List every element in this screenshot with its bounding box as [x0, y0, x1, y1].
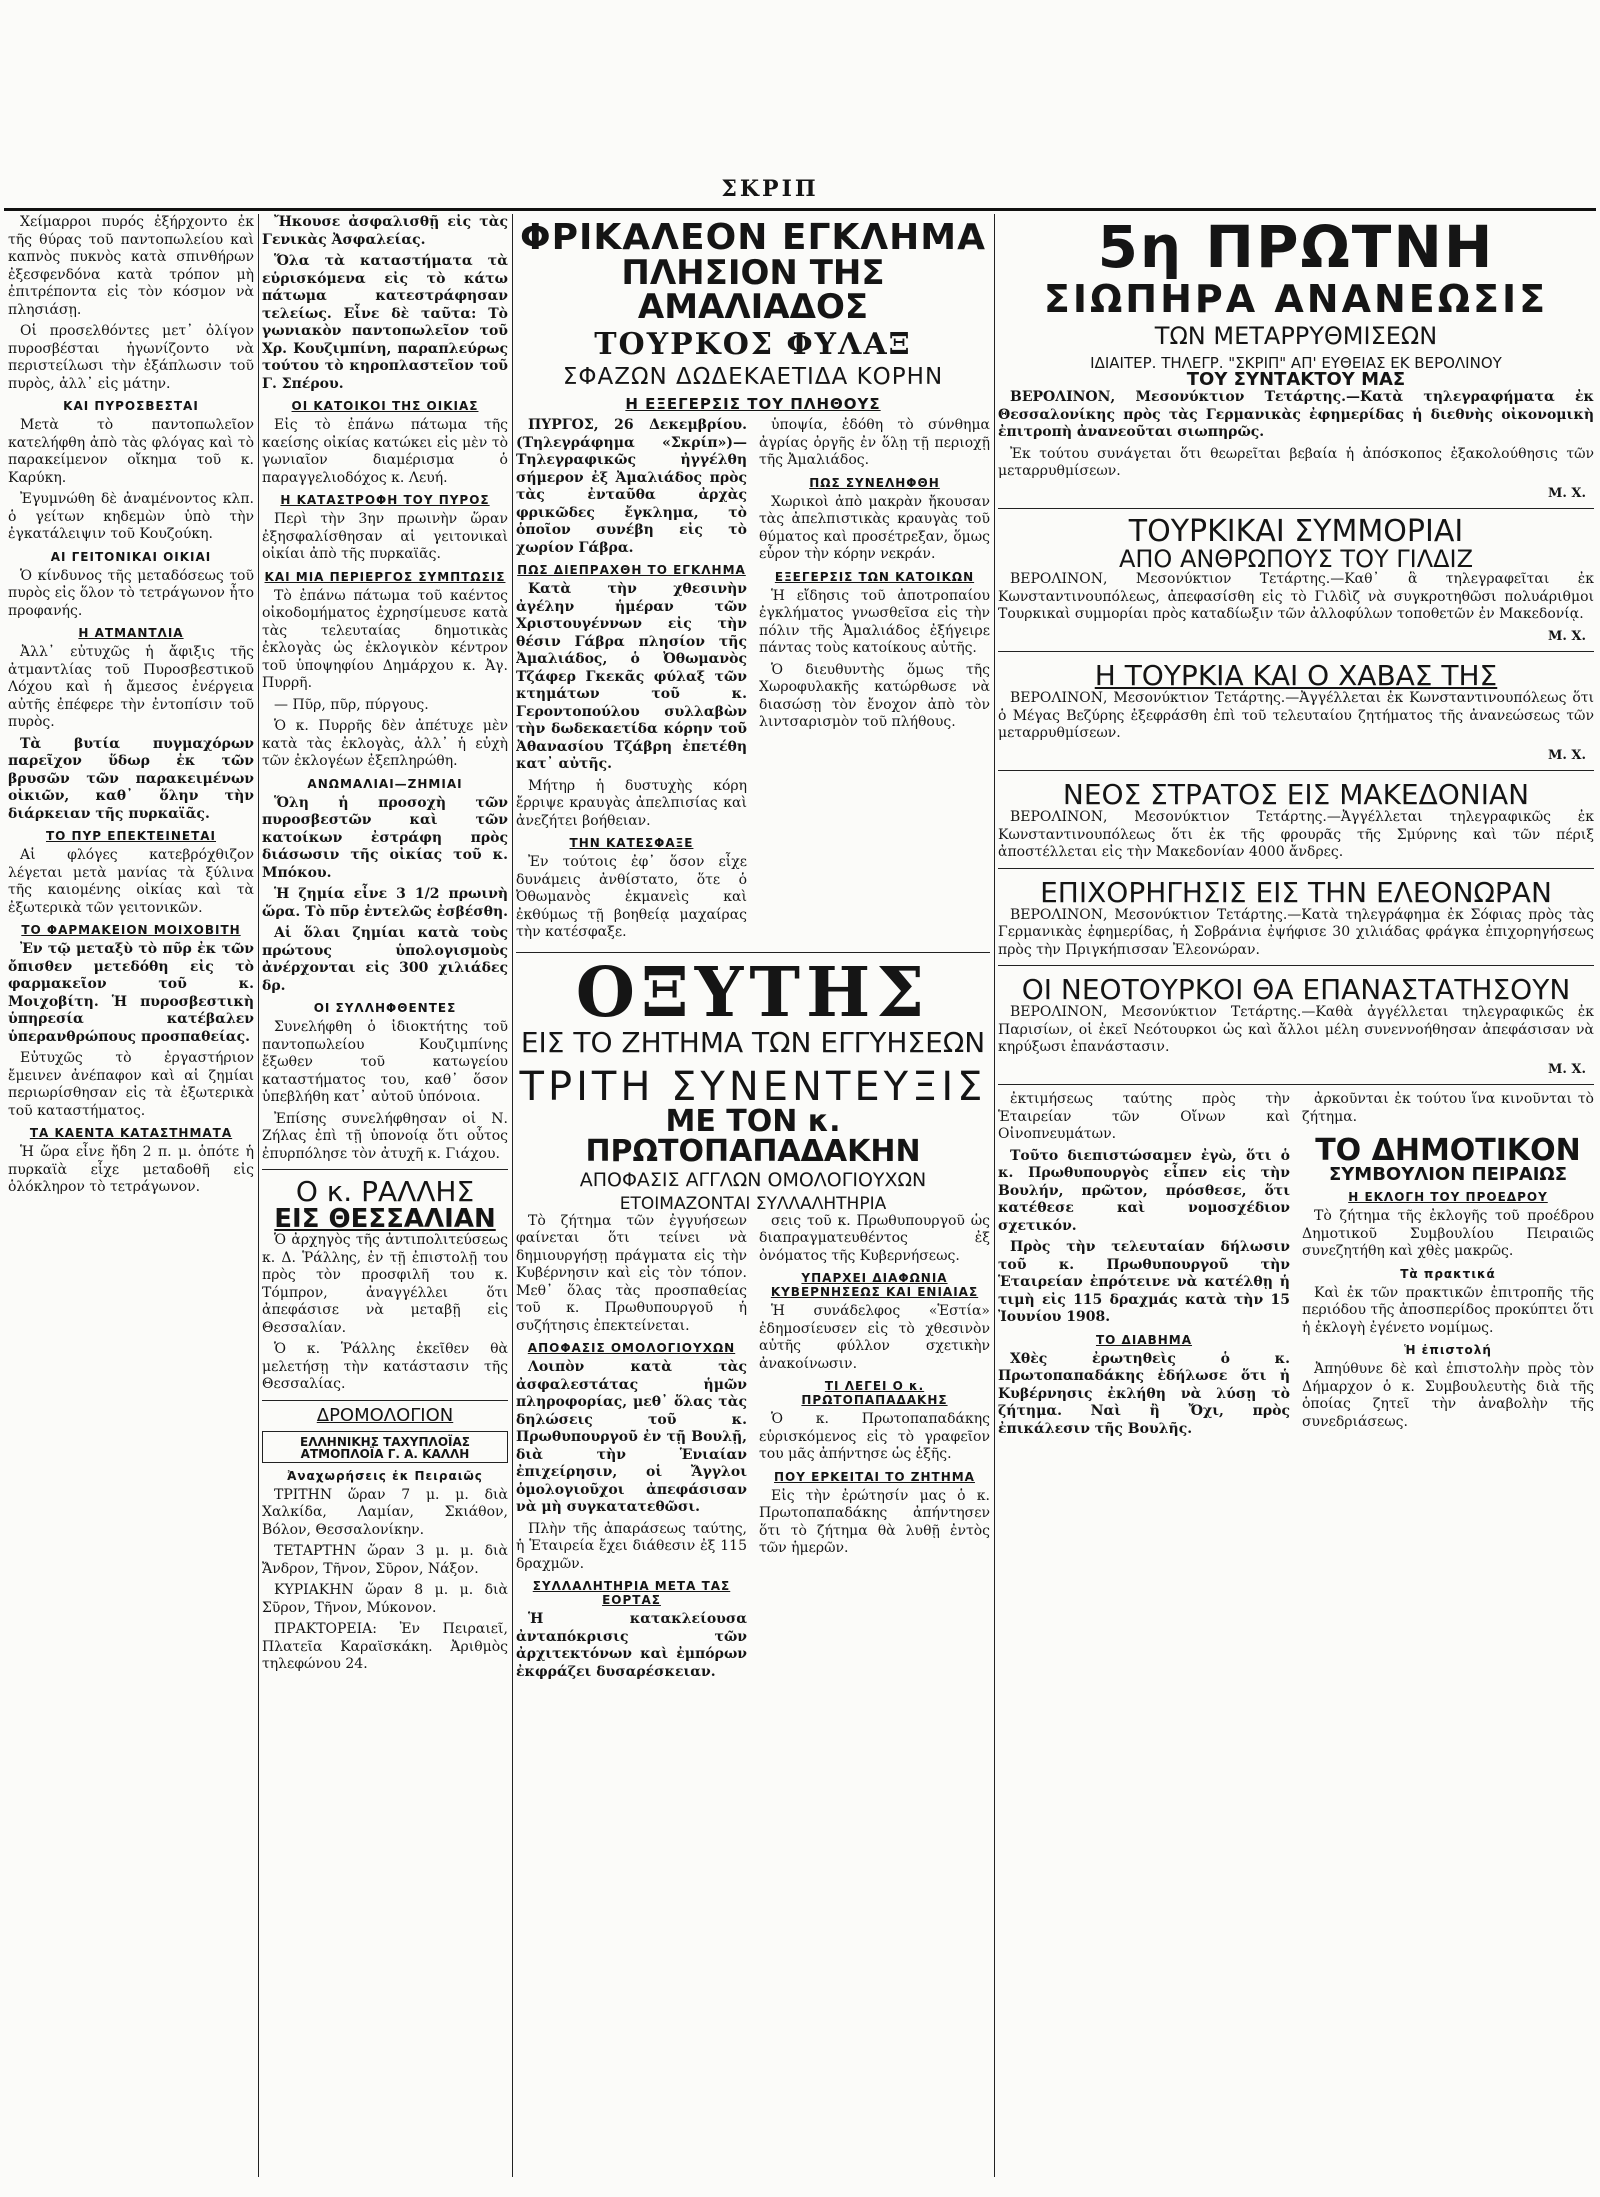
column-1	[8, 214, 254, 2177]
article-paragraph: Ὁ κ. Πυρρῆς δὲν ἀπέτυχε μὲν κατὰ τὰς ἐκλογὰς, ἀλλ᾽ ἡ εὐχὴ τῶν ἐκλογέων ἐξεπληρώθη.	[262, 718, 508, 769]
masthead-title: ΣΚΡΙΠ	[721, 176, 819, 202]
article-paragraph: Ἐν τούτοις ἐφ᾽ ὅσον εἶχε δυνάμεις ἀνθίστατο, ὅτε ὁ Ὀθωμανὸς ἐκμανεὶς καὶ ἐκθύμως τῇ βοηθείᾳ μαχαίρας τὴν κατέσφαξε.	[516, 854, 747, 940]
headline: ΦΡΙΚΑΛΕΟΝ ΕΓΚΛΗΜΑ	[520, 217, 986, 258]
headline: ΤΟΥΡΚΙΚΑΙ ΣΥΜΜΟΡΙΑΙ	[1128, 514, 1464, 549]
headline: ΤΟ ΔΗΜΟΤΙΚΟΝ	[1315, 1133, 1581, 1168]
subheading: ΥΠΑΡΧΕΙ ΔΙΑΦΩΝΙΑ ΚΥΒΕΡΝΗΣΕΩΣ ΚΑΙ ΕΝΙΑΙΑΣ	[770, 1271, 979, 1299]
article-paragraph: Ὁ ἀρχηγὸς τῆς ἀντιπολιτεύσεως κ. Δ. Ῥάλλης, ἐν τῇ ἐπιστολῇ του πρὸς τὸν προσφιλῆ του κ. Τόμπρον, ἀναγγέλλει ὅτι ἀπεφάσισε νὰ μεταβῇ εἰς Θεσσαλίαν.	[262, 1232, 508, 1336]
article-paragraph: Οἱ προσελθόντες μετ᾽ ὀλίγον πυροσβέσται ἠγωνίζοντο νὰ περιστείλωσι τὴν ἐξάπλωσιν τοῦ πυρὸς, ἀλλ᾽ εἰς μάτην.	[8, 323, 254, 392]
article-subcolumn	[998, 1091, 1290, 1442]
headline: ΣΙΩΠΗΡΑ ΑΝΑΝΕΩΣΙΣ	[1043, 277, 1549, 321]
article-paragraph: Τὸ ἐπάνω πάτωμα τοῦ καέντος οἰκοδομήματος ἐχρησίμευσε κατὰ τὰς τελευταίας δημοτικὰς ἐκλογὰς ὡς ἐκλογικὸν κέντρον τοῦ ὑποψηφίου Δημάρχου κ. Ἀγ. Πυρρῆ.	[262, 587, 508, 691]
article-paragraph: Εὐτυχῶς τὸ ἐργαστήριον ἔμεινεν ἀνέπαφον καὶ αἱ ζημίαι περιωρίσθησαν εἰς τὰ ἐξωτερικὰ τοῦ καταστήματος.	[8, 1050, 254, 1119]
headline: ΣΥΜΒΟΥΛΙΟΝ ΠΕΙΡΑΙΩΣ	[1328, 1164, 1568, 1185]
article-paragraph: Μετὰ τὸ παντοπωλεῖον κατελήφθη ἀπὸ τὰς φλόγας καὶ τὸ παρακείμενον οἴκημα τοῦ κ. Καρύκη.	[8, 417, 254, 486]
article-paragraph: Χείμαρροι πυρός ἐξήρχοντο ἐκ τῆς θύρας τοῦ παντοπωλείου καὶ καπνὸς πυκνὸς κατὰ σπινθήρων ἐξεσφενδόνα κατὰ τρόπον μὴ ἐπιτρέποντα εἰς τὸν κόσμον νὰ πλησιάσῃ.	[8, 214, 254, 318]
article-paragraph: ὑποψία, ἐδόθη τὸ σύνθημα ἀγρίας ὀργῆς ἐν ὅλῃ τῇ περιοχῇ τῆς Ἀμαλιάδος.	[759, 417, 990, 468]
divider	[262, 1169, 508, 1170]
column-divider	[994, 214, 995, 2177]
schedule-entry: ΤΡΙΤΗΝ ὥραν 7 μ. μ. διὰ Χαλκίδα, Λαμίαν, Σκιάθον, Βόλον, Θεσσαλονίκην.	[262, 1486, 508, 1538]
article-paragraph: Εἰς τὸ ἐπάνω πάτωμα τῆς καείσης οἰκίας κατώκει εἰς μὲν τὸ γωνιαῖον διαμέρισμα ὁ παραγγελιοδόχος κ. Λευή.	[262, 417, 508, 486]
headline: ΕΙΣ ΤΟ ΖΗΤΗΜΑ ΤΩΝ ΕΓΓΥΗΣΕΩΝ	[520, 1025, 986, 1059]
article-paragraph: ΒΕΡΟΛΙΝΟΝ, Μεσονύκτιον Τετάρτης.—Κατὰ τηλεγράφημα ἐκ Σόφιας πρὸς τὰς Γερμανικὰς ἐφημερίδας, ἡ Σοβράνια ἐψήφισε 30 χιλιάδας φράγκα ἐπιχορηγήσεως πρὸς τὴν Πριγκήπισσαν Ἐλεονώραν.	[998, 906, 1594, 958]
headline: ΤΟΥ ΣΥΝΤΑΚΤΟΥ ΜΑΣ	[1186, 369, 1406, 390]
schedule-entry: ΠΡΑΚΤΟΡΕΙΑ: Ἐν Πειραιεῖ, Πλατεῖα Καραϊσκάκη. Ἀριθμὸς τηλεφώνου 24.	[262, 1621, 508, 1672]
headline: ΜΕ ΤΟΝ κ. ΠΡΩΤΟΠΑΠΑΔΑΚΗΝ	[585, 1103, 921, 1169]
headline: 5η ΠΡΩΤΝΗ	[1097, 214, 1495, 281]
divider	[998, 651, 1594, 652]
subheading: Η ΕΞΕΓΕΡΣΙΣ ΤΟΥ ΠΛΗΘΟΥΣ	[625, 395, 881, 413]
column-divider	[512, 214, 513, 2177]
article-paragraph: Ἀλλ᾽ εὐτυχῶς ἡ ἄφιξις τῆς ἀτμαντλίας τοῦ Πυροσβεστικοῦ Λόχου καὶ ἡ ἄμεσος ἐνέργεια αὐτῆς ἐπέφερε τὴν ἐντοπίσιν τοῦ πυρὸς.	[8, 644, 254, 730]
article-paragraph: Χωρικοὶ ἀπὸ μακρὰν ἤκουσαν τὰς ἀπελπιστικὰς κραυγὰς τοῦ θύματος καὶ προσέτρεξαν, ὅμως εὗρον τὴν κόρην νεκράν.	[759, 493, 990, 562]
article-paragraph: Ἡ ζημία εἶνε 3 1/2 πρωινὴ ὥρα. Τὸ πῦρ ἐντελῶς ἐσβέσθη.	[262, 886, 508, 920]
subheading: ΕΞΕΓΕΡΣΙΣ ΤΩΝ ΚΑΤΟΙΚΩΝ	[774, 569, 975, 584]
subheading: Τὰ πρακτικά	[1400, 1266, 1496, 1281]
article-columns	[998, 1091, 1594, 1442]
article-paragraph: Τοῦτο διεπιστώσαμεν ἐγὼ, ὅτι ὁ κ. Πρωθυπουργὸς εἶπεν εἰς τὴν Βουλήν, πρῶτον, πρόσθεσε, ὅτι κατέθεσε καὶ νομοσχέδιον σχετικόν.	[998, 1147, 1290, 1234]
article-columns	[516, 1213, 990, 1686]
headline: ΠΛΗΣΙΟΝ ΤΗΣ ΑΜΑΛΙΑΔΟΣ	[621, 253, 885, 327]
article-paragraph: Συνελήφθη ὁ ἰδιοκτήτης τοῦ παντοπωλείου Κουζιμπίνης ἔξωθεν τοῦ κατωγείου καταστήματος του, καθ᾽ ὅσον ὑπεβλήθη κατ᾽ αὐτοῦ ὑπόνοια.	[262, 1019, 508, 1105]
article-paragraph: Κατὰ τὴν χθεσινὴν ἀγέλην ἡμέραν τῶν Χριστουγέννων εἰς τὴν θέσιν Γάβρα πλησίον τῆς Ἀμαλιάδος, ὁ Ὀθωμανὸς Τζάφερ Γκεκᾶς φύλαξ τῶν κτημάτων τοῦ κ. Γεροντοπούλου συλλαβὼν τὴν δωδεκαετίδα κόρην τοῦ Ἀθανασίου Τζάβρη ἐπετέθη κατ᾽ αὐτῆς.	[516, 581, 747, 772]
article-subcolumn	[759, 417, 990, 946]
subheading: ΚΑΙ ΠΥΡΟΣΒΕΣΤΑΙ	[63, 399, 199, 413]
divider	[998, 508, 1594, 509]
headline: ΑΠΟ ΑΝΘΡΩΠΟΥΣ ΤΟΥ ΓΙΛΔΙΖ	[1118, 545, 1474, 573]
subheading: ΟΙ ΚΑΤΟΙΚΟΙ ΤΗΣ ΟΙΚΙΑΣ	[291, 399, 479, 413]
article-paragraph: Ἐπίσης συνελήφθησαν οἱ Ν. Ζήλας ἐπὶ τῇ ὑπονοίᾳ ὅτι οὗτος ἐπυρπόλησε τὸν ἀτυχῆ κ. Γιάχου.	[262, 1110, 508, 1162]
divider	[998, 1084, 1594, 1085]
article-paragraph: ἀρκοῦνται ἐκ τούτου ἵνα κινοῦνται τὸ ζήτημα.	[1302, 1091, 1594, 1125]
column-4	[998, 214, 1594, 2177]
headline: ΕΠΙΧΟΡΗΓΗΣΙΣ ΕΙΣ ΤΗΝ ΕΛΕΟΝΩΡΑΝ	[1040, 875, 1552, 909]
column-divider	[258, 214, 259, 2177]
signature: Μ. Χ.	[1547, 747, 1586, 763]
article-paragraph: Ἡ κατακλείουσα ἀνταπόκρισις τῶν ἀρχιτεκτόνων καὶ ἐμπόρων ἐκφράζει δυσαρέσκειαν.	[516, 1611, 747, 1680]
header-rule	[4, 208, 1596, 211]
article-paragraph: Ἡ εἴδησις τοῦ ἀποτροπαίου ἐγκλήματος γνωσθεῖσα εἰς τὴν πόλιν τῆς Ἀμαλιάδος ἐξήγειρε πάντας τοὺς κατοίκους αὐτῆς.	[759, 587, 990, 656]
headline: ΝΕΟΣ ΣΤΡΑΤΟΣ ΕΙΣ ΜΑΚΕΔΟΝΙΑΝ	[1062, 778, 1530, 811]
subheading: ΤΟ ΔΙΑΒΗΜΑ	[1095, 1332, 1193, 1347]
article-paragraph: Λοιπὸν κατὰ τὰς ἀσφαλεστάτας ἡμῶν πληροφορίας, μεθ᾽ ὅλας τὰς δηλώσεις τοῦ κ. Πρωθυπουργοῦ ἐν τῇ Βουλῇ, διὰ τὴν Ἑνιαίαν ἐπιχείρησιν, οἱ Ἄγγλοι ὁμολογιοῦχοι ἀπεφάσισαν νὰ μὴ συγκατατεθῶσι.	[516, 1359, 747, 1515]
article-paragraph: Τὸ ζήτημα τῶν ἐγγυήσεων φαίνεται ὅτι τείνει νὰ δημιουργήσῃ πράγματα εἰς τὴν Κυβέρνησιν καὶ εἰς τὸν τόπον. Μεθ᾽ ὅλας τὰς προσπαθείας τοῦ κ. Πρωθυπουργοῦ ἡ συζήτησις ἐπεκτείνεται.	[516, 1212, 747, 1334]
headline: ΤΩΝ ΜΕΤΑΡΡΥΘΜΙΣΕΩΝ	[1154, 322, 1438, 350]
article-paragraph: Ὅλα τὰ καταστήματα τὰ εὑρισκόμενα εἰς τὸ κάτω πάτωμα κατεστράφησαν τελείως. Εἶνε δὲ ταῦτα: Τὸ γωνιακὸν παντοπωλεῖον τοῦ Χρ. Κουζιμπίνη, παραπλεύρως τούτου τὸ κηροπλαστεῖον τοῦ Γ. Σπέρου.	[262, 253, 508, 392]
article-paragraph: Ὅλη ἡ προσοχὴ τῶν πυροσβεστῶν καὶ τῶν κατοίκων ἐστράφη πρὸς διάσωσιν τῆς οἰκίας τοῦ κ. Μπόκου.	[262, 794, 508, 881]
column-2	[262, 214, 508, 2177]
subheading: ΤΙ ΛΕΓΕΙ Ο κ. ΠΡΩΤΟΠΑΠΑΔΑΚΗΣ	[801, 1379, 948, 1407]
subheading: ΤΑ ΚΑΕΝΤΑ ΚΑΤΑΣΤΗΜΑΤΑ	[29, 1126, 233, 1140]
article-paragraph: ΠΥΡΓΟΣ, 26 Δεκεμβρίου. (Τηλεγράφημα «Σκρίπ»)—Τηλεγραφικῶς ἠγγέλθη σήμερον ἐξ Ἀμαλιάδος πρὸς τὰς ἐνταῦθα ἀρχὰς φρικῶδες ἔγκλημα, τὸ ὁποῖον συνέβη εἰς τὸ χωρίον Γάβρα.	[516, 417, 747, 556]
article-paragraph: ἐκτιμήσεως ταύτης πρὸς τὴν Ἑταιρείαν τῶν Οἴνων καὶ Οἰνοπνευμάτων.	[998, 1091, 1290, 1142]
headline: ΙΔΙΑΙΤΕΡ. ΤΗΛΕΓΡ. "ΣΚΡΙΠ" ΑΠ' ΕΥΘΕΙΑΣ ΕΚ ΒΕΡΟΛΙΝΟΥ	[1090, 354, 1502, 372]
subheading: ΤΗΝ ΚΑΤΕΣΦΑΞΕ	[569, 836, 694, 850]
article-paragraph: σεις τοῦ κ. Πρωθυπουργοῦ ὡς διαπραγματευθέντος ἐξ ὀνόματος τῆς Κυβερνήσεως.	[759, 1212, 990, 1264]
article-paragraph: Ὁ κίνδυνος τῆς μεταδόσεως τοῦ πυρὸς εἰς ὅλον τὸ τετράγωνον ἦτο προφανής.	[8, 567, 254, 619]
schedule-title: ΔΡΟΜΟΛΟΓΙΟΝ	[316, 1404, 454, 1426]
article-paragraph: ΒΕΡΟΛΙΝΟΝ, Μεσονύκτιον Τετάρτης.—Ἀγγέλλεται ἐκ Κωνσταντινουπόλεως ὅτι ὁ Μέγας Βεζύρης ἐξεφράσθη ἐπὶ τοῦ τελευταίου ζητήματος τῆς ἀνανεώσεως τῶν μεταρρυθμίσεων.	[998, 690, 1594, 741]
article-paragraph: Ἀπηύθυνε δὲ καὶ ἐπιστολὴν πρὸς τὸν Δήμαρχον ὁ κ. Συμβουλευτὴς διὰ τῆς ὁποίας ζητεῖ τὴν ἀναβολὴν τῆς συνεδριάσεως.	[1302, 1361, 1594, 1430]
headline: ΣΦΑΖΩΝ ΔΩΔΕΚΑΕΤΙΔΑ ΚΟΡΗΝ	[562, 364, 944, 390]
subheading: Ἡ ἐπιστολή	[1404, 1343, 1492, 1357]
divider	[998, 965, 1594, 966]
subheading: ΚΑΙ ΜΙΑ ΠΕΡΙΕΡΓΟΣ ΣΥΜΠΤΩΣΙΣ	[264, 569, 506, 584]
subheading: ΠΩΣ ΔΙΕΠΡΑΧΘΗ ΤΟ ΕΓΚΛΗΜΑ	[517, 563, 746, 577]
subheading: ΤΟ ΦΑΡΜΑΚΕΙΟΝ ΜΟΙΧΟΒΙΤΗ	[21, 923, 241, 937]
subheading: ΣΥΛΛΑΛΗΤΗΡΙΑ ΜΕΤΑ ΤΑΣ ΕΟΡΤΑΣ	[532, 1579, 731, 1607]
article-paragraph: Αἱ φλόγες κατεβρόχθιζον λέγεται μετὰ μανίας τὰ ξύλινα τῆς καιομένης οἰκίας καὶ τὰ ἐξωτερικὰ τῶν γειτονικῶν.	[8, 847, 254, 916]
article-subcolumn	[1302, 1091, 1594, 1442]
subheading: ΑΙ ΓΕΙΤΟΝΙΚΑΙ ΟΙΚΙΑΙ	[50, 549, 212, 564]
article-paragraph: ΒΕΡΟΛΙΝΟΝ, Μεσονύκτιον Τετάρτης.—Κατὰ τηλεγραφήματα ἐκ Θεσσαλονίκης πρὸς τὰς Γερμανικὰς ἐφημερίδας ἡ διεθνὴς οἰκονομικὴ ἐπιτροπὴ ἀνανεοῦται σιωπηρῶς.	[998, 389, 1594, 440]
headline: ΟΞΥΤΗΣ	[575, 952, 931, 1033]
article-subcolumn	[516, 417, 747, 946]
subheading: ΟΙ ΣΥΛΛΗΦΘΕΝΤΕΣ	[313, 1001, 457, 1015]
article-paragraph: Χθὲς ἐρωτηθεὶς ὁ κ. Πρωτοπαπαδάκης ἐδήλωσε ὅτι ἡ Κυβέρνησις ἐκλήθη νὰ λύσῃ τὸ ζήτημα. Ναὶ ἢ Ὄχι, πρὸς ἐπικάλεσιν τῆς Βουλῆς.	[998, 1350, 1290, 1437]
article-columns	[516, 417, 990, 946]
article-paragraph: Πρὸς τὴν τελευταίαν δήλωσιν τοῦ κ. Πρωθυπουργοῦ τὴν Ἑταιρείαν ἐπρότεινε νὰ κατέλθῃ ἡ τιμὴ εἰς 115 δραχμάς κατὰ τὴν 15 Ἰουνίου 1908.	[998, 1239, 1290, 1325]
subheading: Η ΕΚΛΟΓΗ ΤΟΥ ΠΡΟΕΔΡΟΥ	[1348, 1190, 1548, 1204]
subheading: Ἀναχωρήσεις ἐκ Πειραιῶς	[287, 1468, 483, 1483]
subheading: ΑΝΩΜΑΛΙΑΙ—ΖΗΜΙΑΙ	[307, 776, 463, 791]
shipping-company: ΕΛΛΗΝΙΚΗΣ ΤΑΧΥΠΛΟΪΑΣ ΑΤΜΟΠΛΟΪΑ Γ. Α. ΚΑΛΛΗ	[300, 1434, 470, 1461]
subheading: Η ΑΤΜΑΝΤΛΙΑ	[78, 626, 184, 640]
headline: ΟΙ ΝΕΟΤΟΥΡΚΟΙ ΘΑ ΕΠΑΝΑΣΤΑΤΗΣΟΥΝ	[1021, 973, 1571, 1006]
divider	[998, 868, 1594, 869]
article-paragraph: Αἱ ὅλαι ζημίαι κατὰ τοὺς πρώτους ὑπολογισμοὺς ἀνέρχονται εἰς 300 χιλιάδες δρ.	[262, 925, 508, 994]
subheading: ΠΩΣ ΣΥΝΕΛΗΦΘΗ	[809, 475, 940, 490]
article-paragraph: Ἐγυμνώθη δὲ ἀναμένοντος κλπ. ὁ γείτων κηδεμὼν ὑπὸ τὴν ἐγκατάλειψιν τοῦ Κουζούκη.	[8, 491, 254, 542]
schedule-entry: ΤΕΤΑΡΤΗΝ ὥραν 3 μ. μ. διὰ Ἄνδρον, Τῆνον, Σῦρον, Νάξον.	[262, 1543, 508, 1577]
subheading: ΠΟΥ ΕΡΚΕΙΤΑΙ ΤΟ ΖΗΤΗΜΑ	[774, 1469, 975, 1484]
column-3	[516, 214, 990, 2177]
article-paragraph: ΒΕΡΟΛΙΝΟΝ, Μεσονύκτιον Τετάρτης.—Καθ᾽ ἃ τηλεγραφεῖται ἐκ Κωνσταντινουπόλεως, ἀπεφασίσθη εἰς τὸ Γιλδὶζ νὰ συγκροτηθῶσι πολυάριθμοι Τουρκικαὶ συμμορίαι πρὸς καταδίωξιν τῶν ἀλλοφύλων τοποθετῶν ἐν Μακεδονίᾳ.	[998, 571, 1594, 622]
article-paragraph: Τὸ ζήτημα τῆς ἐκλογῆς τοῦ προέδρου Δημοτικοῦ Συμβουλίου Πειραιῶς συνεζητήθη καὶ χθὲς μακρῶς.	[1302, 1208, 1594, 1259]
divider	[998, 770, 1594, 771]
subheading: ΑΠΟΦΑΣΙΣ ΟΜΟΛΟΓΙΟΥΧΩΝ	[527, 1341, 736, 1355]
article-paragraph: Ἡ συνάδελφος «Ἑστία» ἐδημοσίευσεν εἰς τὸ χθεσινὸν αὐτῆς φύλλον σχετικὴν ἀνακοίνωσιν.	[759, 1303, 990, 1372]
signature: Μ. Χ.	[1547, 628, 1586, 644]
article-paragraph: Μήτηρ ἡ δυστυχὴς κόρη ἔρριψε κραυγὰς ἀπελπισίας καὶ ἀνεζήτει βοήθειαν.	[516, 777, 747, 829]
article-paragraph: Εἰς τὴν ἐρώτησίν μας ὁ κ. Πρωτοπαπαδάκης ἀπήντησεν ὅτι τὸ ζήτημα θὰ λυθῇ ἐντὸς τῶν ἡμερῶν.	[759, 1487, 990, 1556]
article-subcolumn	[516, 1213, 747, 1686]
article-paragraph: Περὶ τὴν 3ην πρωινὴν ὥραν ἐξησφαλίσθησαν αἱ γειτονικαὶ οἰκίαι ἀπὸ τῆς πυρκαϊᾶς.	[262, 511, 508, 562]
headline: Ο κ. ΡΑΛΛΗΣ	[295, 1175, 475, 1208]
article-subcolumn	[759, 1213, 990, 1686]
signature: Μ. Χ.	[1547, 485, 1586, 501]
signature: Μ. Χ.	[1547, 1061, 1586, 1077]
article-paragraph: Ἐκ τούτου συνάγεται ὅτι θεωρεῖται βεβαία ἡ ἀπόσκοπος ἐξακολούθησις τῶν μεταρρυθμίσεων.	[998, 445, 1594, 479]
article-paragraph: Ἤκουσε ἀσφαλισθῇ εἰς τὰς Γενικὰς Ἀσφαλείας.	[262, 214, 508, 248]
article-paragraph: Τὰ βυτία πυγμαχόρων παρεῖχον ὕδωρ ἐκ τῶν βρυσῶν τῶν παρακειμένων οἰκιῶν, καθ᾽ ὅλην τὴν διάρκειαν τῆς πυρκαϊᾶς.	[8, 735, 254, 822]
divider	[262, 1400, 508, 1401]
headline: ΤΟΥΡΚΟΣ ΦΥΛΑΞ	[594, 327, 912, 362]
subheading: Η ΚΑΤΑΣΤΡΟΦΗ ΤΟΥ ΠΥΡΟΣ	[280, 493, 490, 507]
article-paragraph: Ὁ διευθυντὴς ὅμως τῆς Χωροφυλακῆς κατώρθωσε νὰ διασώσῃ τὸν ἔνοχον ἀπὸ τὸν λιντσαρισμὸν τοῦ πλήθους.	[759, 661, 990, 730]
article-paragraph: ΒΕΡΟΛΙΝΟΝ, Μεσονύκτιον Τετάρτης.—Καθὰ ἀγγέλλεται τηλεγραφικῶς ἐκ Παρισίων, οἱ ἐκεῖ Νεότουρκοι ὡς καὶ ἄλλοι μέλη συνεννοήθησαν ἀπεφάσισαν νὰ κηρύξωσι ἐπανάστασιν.	[998, 1004, 1594, 1055]
headline: Η ΤΟΥΡΚΙΑ ΚΑΙ Ο ΧΑΒΑΣ ΤΗΣ	[1094, 659, 1498, 692]
article-paragraph: Ὁ κ. Πρωτοπαπαδάκης εὑρισκόμενος εἰς τὸ γραφεῖον του μᾶς ἀπήντησε ὡς ἑξῆς.	[759, 1411, 990, 1462]
subheading: ΤΟ ΠΥΡ ΕΠΕΚΤΕΙΝΕΤΑΙ	[45, 829, 217, 843]
headline: ΑΠΟΦΑΣΙΣ ΑΓΓΛΩΝ ΟΜΟΛΟΓΙΟΥΧΩΝ	[579, 1168, 927, 1191]
article-paragraph: Ὁ κ. Ῥάλλης ἐκεῖθεν θὰ μελετήσῃ τὴν κατάστασιν τῆς Θεσσαλίας.	[262, 1341, 508, 1392]
article-paragraph: Ἡ ὥρα εἶνε ἤδη 2 π. μ. ὁπότε ἡ πυρκαϊὰ εἶχε μεταδοθῆ εἰς ὁλόκληρον τὸ τετράγωνον.	[8, 1144, 254, 1195]
schedule-entry: ΚΥΡΙΑΚΗΝ ὥραν 8 μ. μ. διὰ Σῦρον, Τῆνον, Μύκονον.	[262, 1582, 508, 1616]
shipping-box	[262, 1431, 508, 1463]
article-paragraph: Καὶ ἐκ τῶν πρακτικῶν ἐπιτροπῆς τῆς περιόδου τῆς ἀποσπερίδος προκύπτει ὅτι ἡ ἐκλογὴ ἐγένετο νομίμως.	[1302, 1284, 1594, 1336]
article-paragraph: Ἐν τῷ μεταξὺ τὸ πῦρ ἐκ τῶν ὄπισθεν μετεδόθη εἰς τὸ φαρμακεῖον τοῦ κ. Μοιχοβίτη. Ἡ πυροσβεστικὴ ὑπηρεσία κατέβαλεν ὑπερανθρώπους προσπαθείας.	[8, 941, 254, 1045]
article-paragraph: — Πῦρ, πῦρ, πύργους.	[274, 696, 429, 713]
headline: ΕΤΟΙΜΑΖΟΝΤΑΙ ΣΥΛΛΑΛΗΤΗΡΙΑ	[619, 1193, 887, 1214]
article-paragraph: ΒΕΡΟΛΙΝΟΝ, Μεσονύκτιον Τετάρτης.—Ἀγγέλλεται τηλεγραφικῶς ἐκ Κωνσταντινουπόλεως ὅτι ἐκ τῆς φρουρᾶς τῆς Σμύρνης καὶ τῶν πέριξ ἀποστέλλεται εἰς τὴν Μακεδονίαν 4000 ἄνδρες.	[998, 809, 1594, 860]
article-paragraph: Πλὴν τῆς ἀπαράσεως ταύτης, ἡ Ἑταιρεία ἔχει διάθεσιν ἐξ 115 δραχμῶν.	[516, 1520, 747, 1572]
headline: ΕΙΣ ΘΕΣΣΑΛΙΑΝ	[274, 1204, 496, 1234]
headline: ΤΡΙΤΗ ΣΥΝΕΝΤΕΥΞΙΣ	[519, 1063, 987, 1110]
